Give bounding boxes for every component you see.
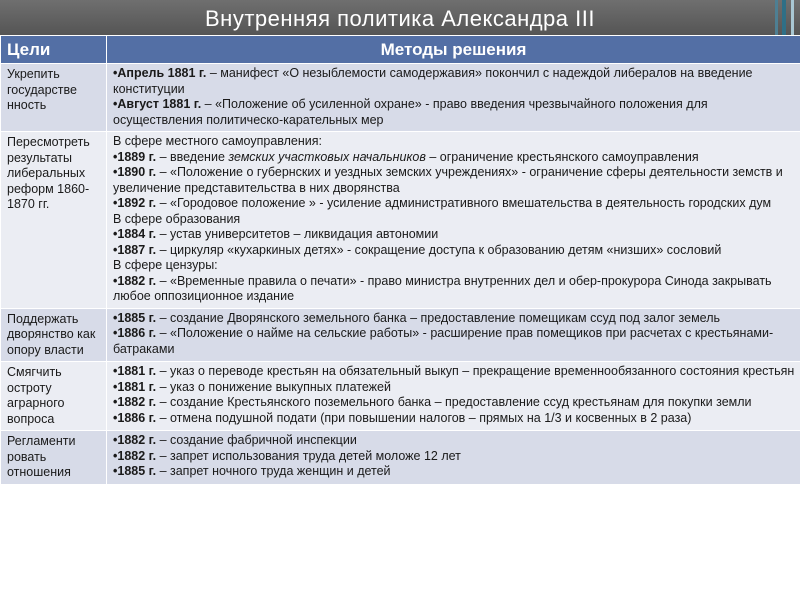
goal-cell: Регламенти ровать отношения [1,431,107,485]
method-date: •1882 г. [113,395,157,409]
header-methods: Методы решения [107,36,800,64]
method-text: В сфере местного самоуправления: [113,134,323,148]
method-line [113,66,795,97]
method-line [113,395,795,411]
method-date: •1886 г. [113,326,157,340]
goal-cell: Укрепить государстве нность [1,64,107,132]
method-emphasis: земских участковых начальников [228,149,426,164]
method-text: – введение [156,149,229,164]
method-date: •1885 г. [113,310,157,325]
methods-cell [107,431,800,485]
methods-cell [107,64,800,132]
method-text: – ограничение крестьянского самоуправления [425,149,699,164]
method-text: – отмена подушной подати (при повышении налогов – прямых на 1/3 и косвенных в 2 раза) [156,410,692,425]
goal-cell: Пересмотреть результаты либеральных реформ 1860-1870 гг. [1,132,107,309]
method-line [113,150,795,166]
method-line [113,134,795,150]
header-goals: Цели [1,36,107,64]
method-text: – создание фабричной инспекции [156,433,357,447]
goal-cell: Поддержать дворянство как опору власти [1,308,107,362]
method-text: – циркуляр «кухаркиных детях» - сокращение доступа к образованию детям «низших» сословий [156,242,722,257]
table-row [1,64,800,132]
corner-bar [775,0,778,35]
method-date: •1892 г. [113,196,157,210]
method-date: •1881 г. [113,364,157,378]
method-date: •1890 г. [113,165,157,179]
method-date: •1881 г. [113,379,157,394]
method-line [113,97,795,128]
method-text: – указ о понижение выкупных платежей [156,379,391,394]
methods-cell [107,308,800,362]
method-date: •1889 г. [113,149,157,164]
method-text: В сфере образования [113,211,241,226]
method-text: – указ о переводе крестьян на обязательный выкуп – прекращение временнообязанного состояния крестьян [156,364,795,378]
method-text: – «Временные правила о печати» - право министра внутренних дел и обер-прокурора Синода закрывать любое оппозиционное издание [113,273,772,303]
method-text: – создание Крестьянского поземельного банка – предоставление ссуд крестьянам для покупки земли [156,395,752,409]
method-date: •1882 г. [113,448,157,463]
method-line [113,433,795,449]
method-text: – «Городовое положение » - усиление административного вмешательства в деятельность городских дум [156,196,772,210]
method-date: •Август 1881 г. [113,97,202,111]
method-line [113,464,795,480]
method-text: – создание Дворянского земельного банка – предоставление помещикам ссуд под залог земель [156,310,721,325]
method-line [113,274,795,305]
table-body [1,64,800,485]
method-text: В сфере цензуры: [113,258,218,272]
method-text: – запрет ночного труда женщин и детей [156,464,391,478]
corner-bar [791,0,794,35]
method-date: •1884 г. [113,227,157,241]
method-line [113,311,795,327]
method-line [113,258,795,274]
method-text: – запрет использования труда детей моложе 12 лет [156,448,461,463]
method-date: •1887 г. [113,242,157,257]
method-text: – «Положение о губернских и уездных земских учреждениях» - ограничение сферы деятельности земств и увеличение представительства в них дворянства [113,165,783,195]
corner-decoration [760,0,800,35]
table-row [1,132,800,309]
goal-cell: Смягчить остроту аграрного вопроса [1,362,107,431]
method-date: •Апрель 1881 г. [113,66,207,80]
policy-table [0,35,800,485]
method-line [113,326,795,357]
table-row [1,362,800,431]
method-date: •1885 г. [113,464,157,478]
method-line [113,165,795,196]
method-text: – устав университетов – ликвидация автономии [156,227,439,241]
method-line [113,212,795,228]
method-date: •1882 г. [113,273,157,288]
slide-title-text: Внутренняя политика Александра III [205,6,595,31]
method-line [113,449,795,465]
header-row [1,36,800,64]
method-line [113,364,795,380]
method-date: •1882 г. [113,433,157,447]
slide-title [0,0,800,35]
method-text: – манифест «О незыблемости самодержавия» покончил с надеждой либералов на введение конституции [113,66,753,96]
table-row [1,308,800,362]
method-line [113,227,795,243]
corner-bar [782,0,786,35]
method-line [113,196,795,212]
method-date: •1886 г. [113,410,157,425]
method-text: – «Положение об усиленной охране» - право введения чрезвычайного положения для осуществления политическо-карательных мер [113,97,708,127]
method-line [113,411,795,427]
table-row [1,431,800,485]
method-text: – «Положение о найме на сельские работы» - расширение прав помещиков при расчетах с крестьянами-батраками [113,326,774,356]
method-line [113,380,795,396]
methods-cell [107,362,800,431]
method-line [113,243,795,259]
methods-cell [107,132,800,309]
